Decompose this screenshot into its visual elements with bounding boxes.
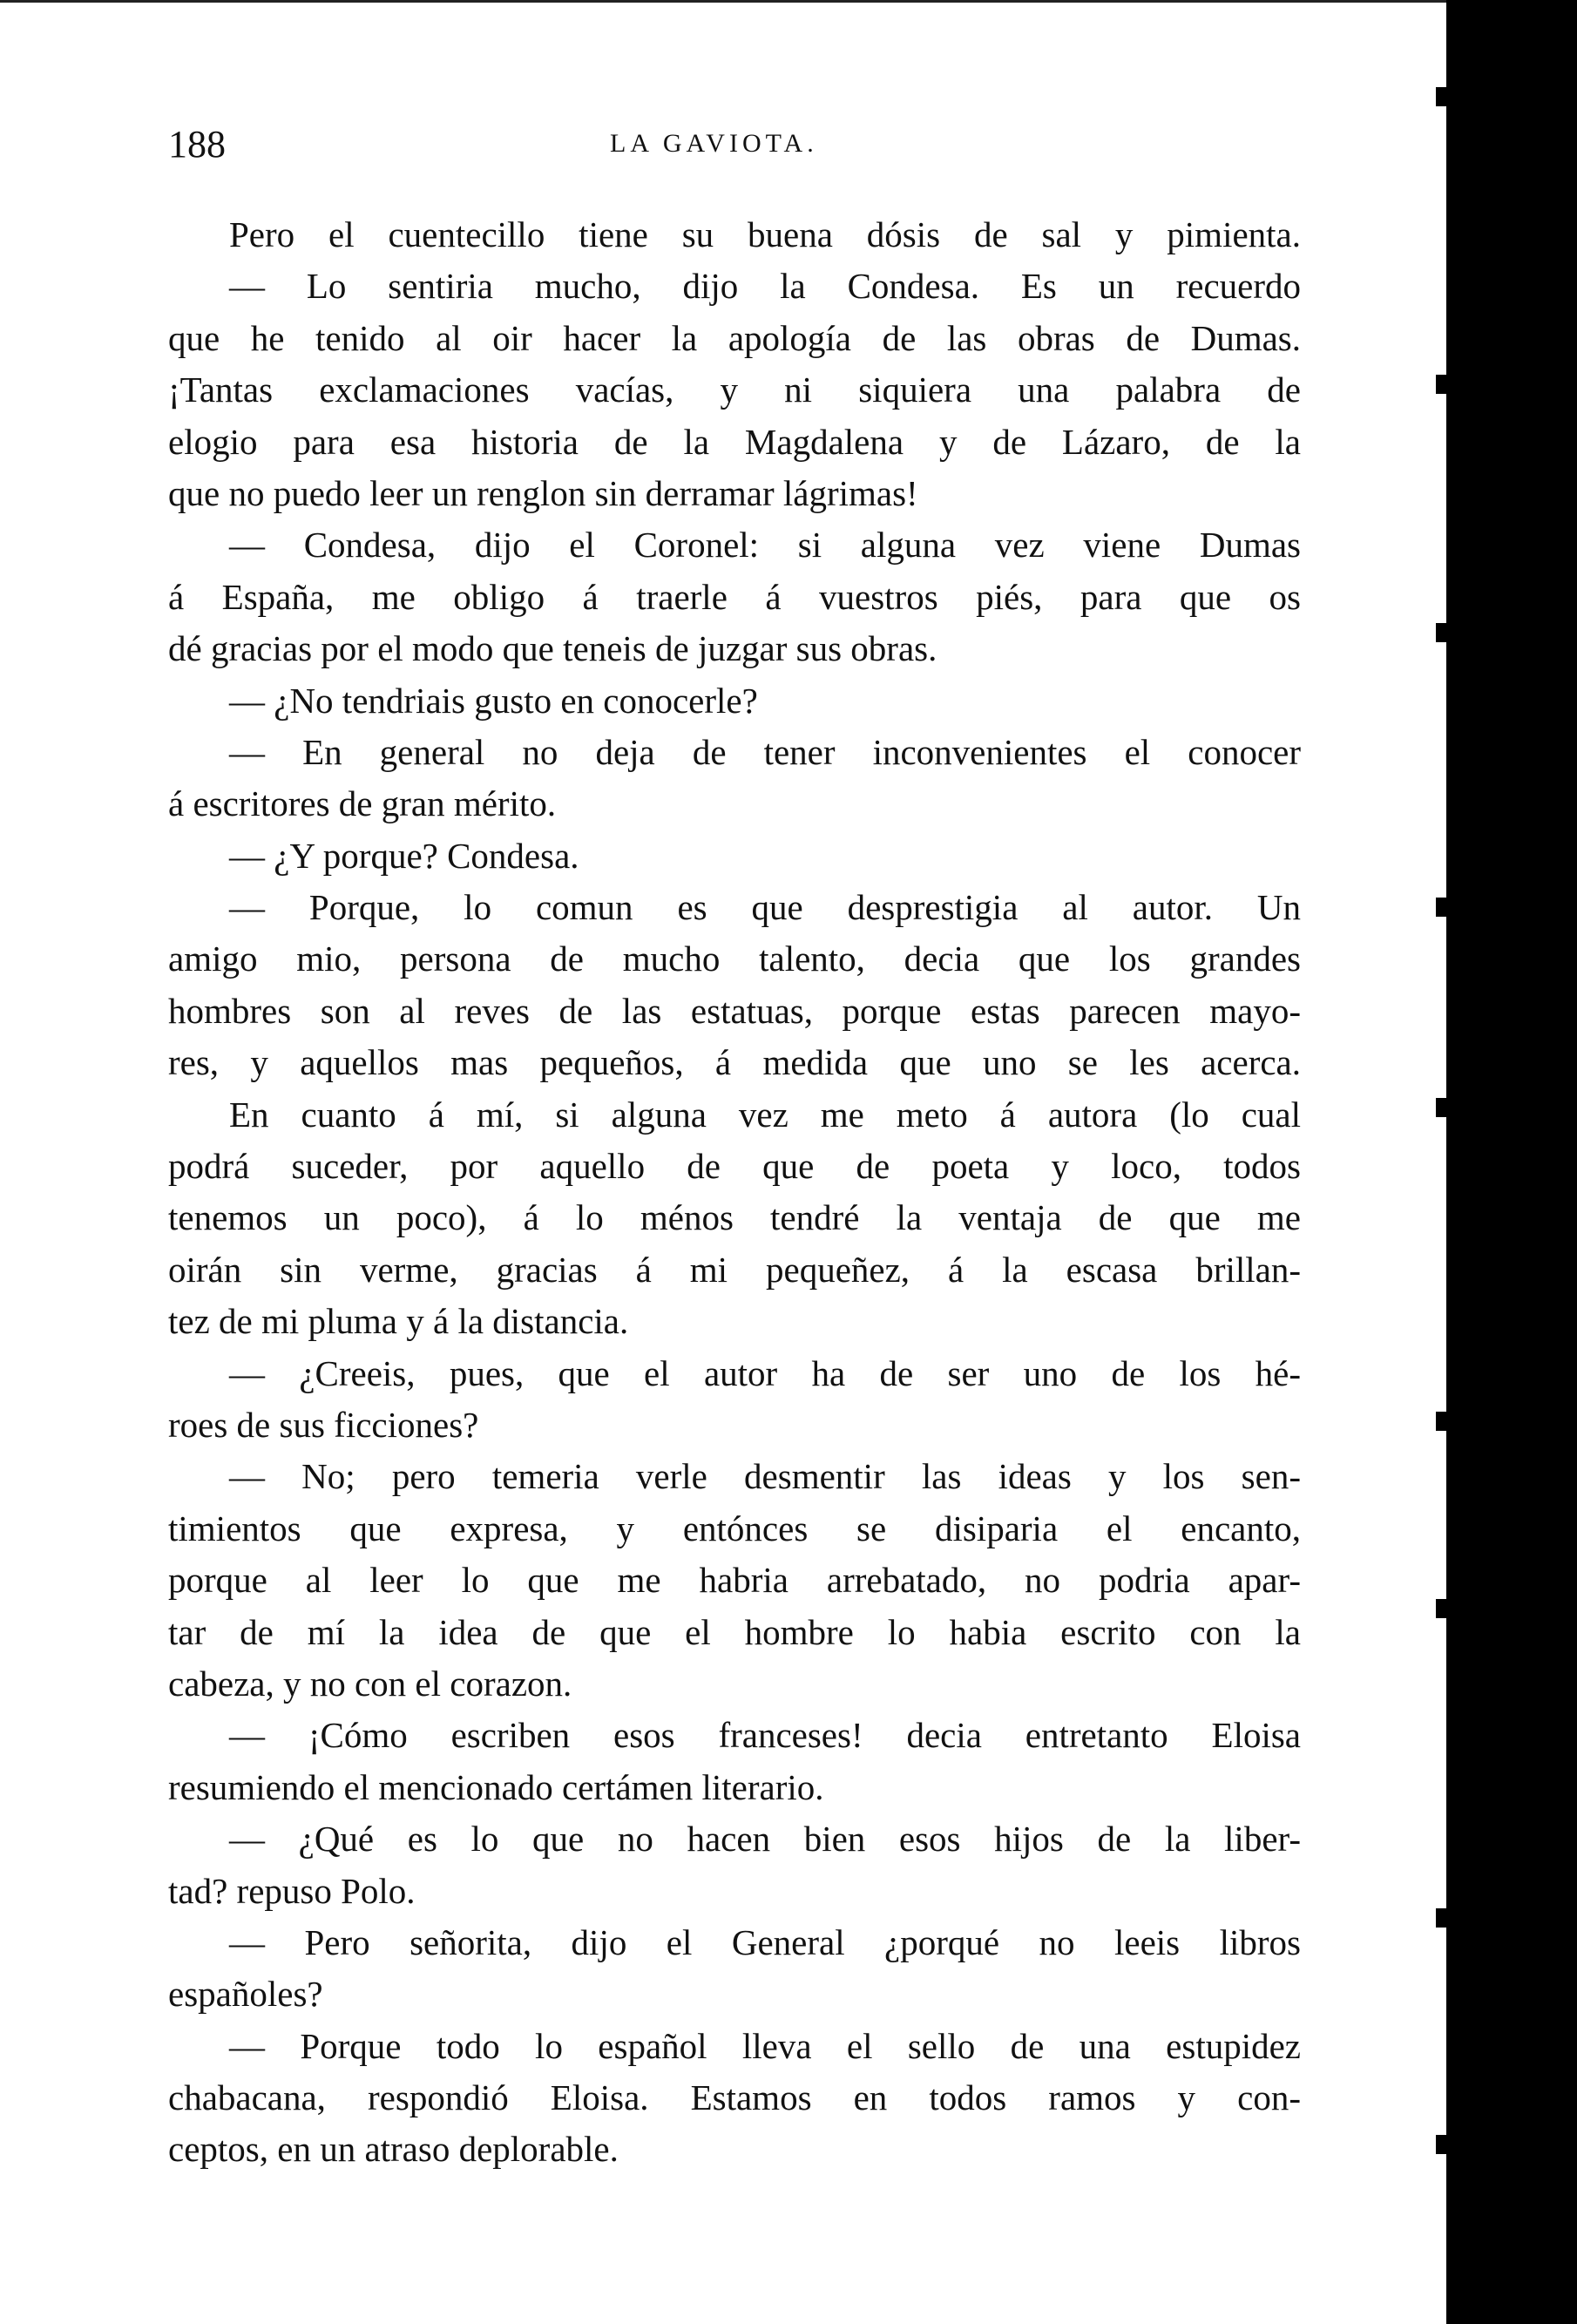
text-line: resumiendo el mencionado certámen literario. [168, 1766, 824, 1807]
text-line: — Lo sentiria mucho, dijo la Condesa. Es un recuerdo [229, 266, 1301, 307]
text-line: — En general no deja de tener inconvenientes el conocer [229, 731, 1301, 772]
text-line: podrá suceder, por aquello de que de poeta y loco, todos [168, 1146, 1301, 1187]
text-line: — No; pero temeria verle desmentir las ideas y los sen- [229, 1456, 1301, 1497]
text-line: chabacana, respondió Eloisa. Estamos en todos ramos y con- [168, 2077, 1301, 2118]
text-line: elogio para esa historia de la Magdalena y de Lázaro, de la [168, 421, 1301, 462]
scan-edge-mark [1436, 898, 1448, 917]
page-number: 188 [168, 123, 226, 166]
page-body-text [168, 209, 1301, 2176]
running-head: LA GAVIOTA. [610, 129, 818, 158]
text-line: que he tenido al oir hacer la apología de las obras de Dumas. [168, 317, 1301, 358]
text-line: ¡Tantas exclamaciones vacías, y ni siquiera una palabra de [168, 369, 1301, 410]
scan-edge-mark [1436, 2135, 1448, 2154]
text-line: hombres son al reves de las estatuas, porque estas parecen mayo- [168, 990, 1301, 1031]
scan-edge-mark [1436, 1908, 1448, 1928]
text-line: tad? repuso Polo. [168, 1870, 416, 1911]
text-line: á escritores de gran mérito. [168, 783, 557, 824]
text-line: á España, me obligo á traerle á vuestros piés, para que os [168, 576, 1301, 617]
text-line: tar de mí la idea de que el hombre lo habia escrito con la [168, 1611, 1301, 1652]
text-line: que no puedo leer un renglon sin derramar lágrimas! [168, 472, 918, 513]
text-line: En cuanto á mí, si alguna vez me meto á autora (lo cual [229, 1094, 1301, 1135]
scan-edge-mark [1436, 87, 1448, 106]
text-line: ceptos, en un atraso deplorable. [168, 2129, 619, 2170]
text-line: — ¿Qué es lo que no hacen bien esos hijos de la liber- [229, 1819, 1301, 1860]
scan-edge-mark [1436, 375, 1448, 394]
text-line: res, y aquellos mas pequeños, á medida que uno se les acerca. [168, 1042, 1301, 1083]
text-line: españoles? [168, 1974, 323, 2015]
text-line: — ¿No tendriais gusto en conocerle? [229, 680, 758, 721]
text-line: dé gracias por el modo que teneis de juzgar sus obras. [168, 628, 937, 669]
scan-edge-mark [1436, 1098, 1448, 1117]
text-line: roes de sus ficciones? [168, 1404, 479, 1445]
scan-top-edge [0, 0, 1446, 3]
text-line: — Porque todo lo español lleva el sello de una estupidez [229, 2025, 1301, 2066]
scan-edge-mark [1436, 1599, 1448, 1618]
text-line: cabeza, y no con el corazon. [168, 1663, 572, 1704]
scan-edge-mark [1436, 1412, 1448, 1431]
text-line: porque al leer lo que me habria arrebatado, no podria apar- [168, 1560, 1301, 1601]
text-line: — ¡Cómo escriben esos franceses! decia entretanto Eloisa [229, 1715, 1301, 1756]
text-line: tez de mi pluma y á la distancia. [168, 1301, 629, 1342]
text-line: — Pero señorita, dijo el General ¿porqué no leeis libros [229, 1921, 1301, 1962]
text-line: — Condesa, dijo el Coronel: si alguna vez viene Dumas [229, 525, 1301, 566]
text-line: oirán sin verme, gracias á mi pequeñez, á la escasa brillan- [168, 1249, 1301, 1290]
text-line: amigo mio, persona de mucho talento, decia que los grandes [168, 938, 1301, 979]
scan-right-border [1446, 0, 1577, 2324]
text-line: — ¿Y porque? Condesa. [229, 835, 579, 876]
text-line: Pero el cuentecillo tiene su buena dósis de sal y pimienta. [229, 214, 1301, 254]
scan-edge-mark [1436, 623, 1448, 642]
text-line: tenemos un poco), á lo ménos tendré la ventaja de que me [168, 1197, 1301, 1238]
text-line: — Porque, lo comun es que desprestigia al autor. Un [229, 887, 1301, 928]
text-line: — ¿Creeis, pues, que el autor ha de ser uno de los hé- [229, 1352, 1301, 1393]
text-line: timientos que expresa, y entónces se disiparia el encanto, [168, 1508, 1301, 1548]
